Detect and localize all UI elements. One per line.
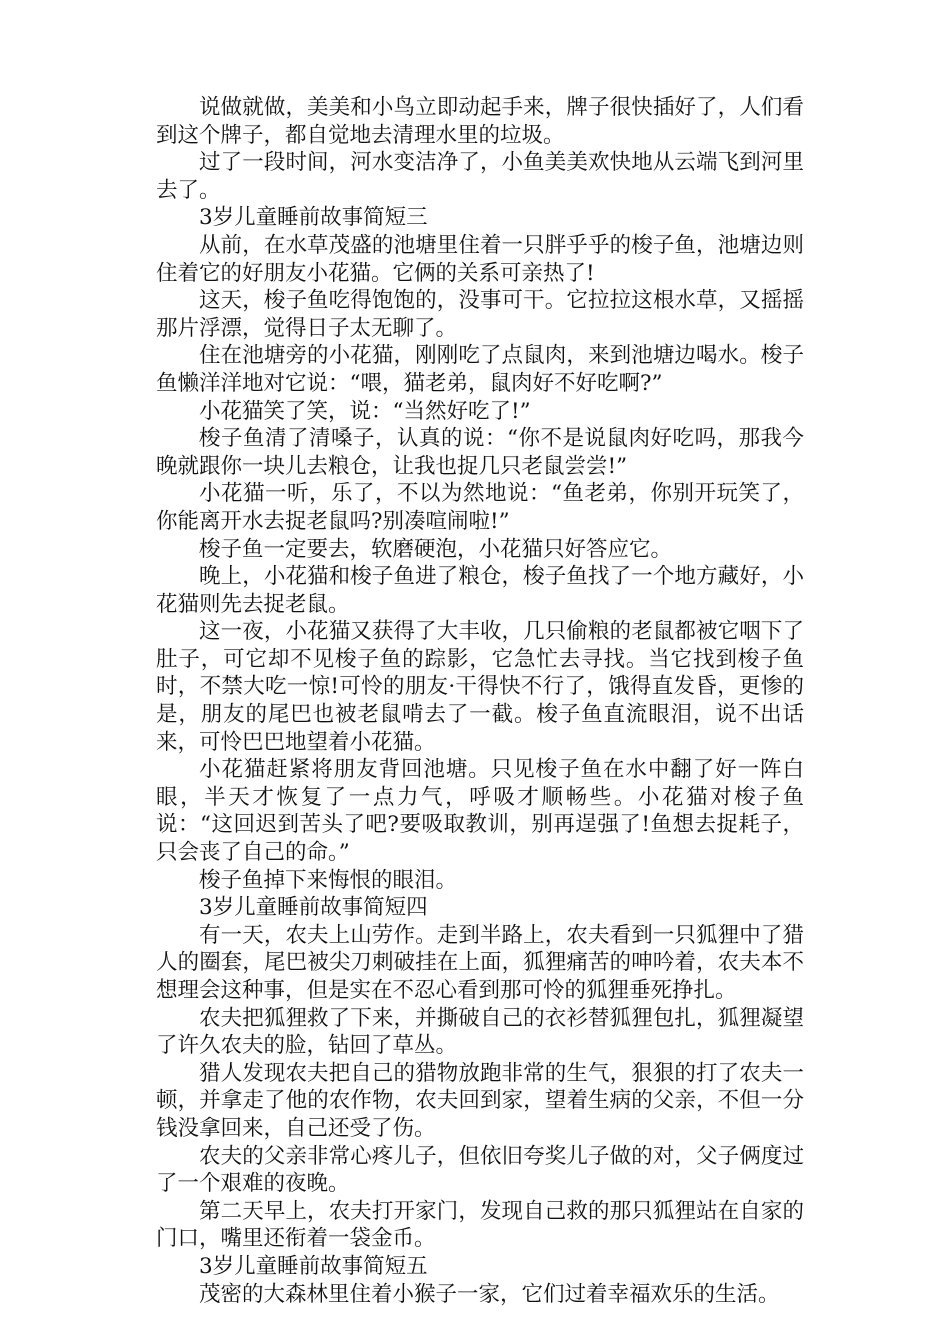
section-heading: 3岁儿童睡前故事简短三	[199, 205, 428, 231]
paragraph: 这一夜，小花猫又获得了大丰收，几只偷粮的老鼠都被它咽下了肚子，可它却不见梭子鱼的踪影，它急忙去寻找。当它找到梭子鱼时，不禁大吃一惊!可怜的朋友·干得快不行了，饿得直发昏，更惨的是，朋友的尾巴也被老鼠啃去了一截。梭子鱼直流眼泪，说不出话来，可怜巴巴地望着小花猫。	[156, 619, 804, 755]
paragraph: 猎人发现农夫把自己的猎物放跑非常的生气，狠狠的打了农夫一顿，并拿走了他的农作物，农夫回到家，望着生病的父亲，不但一分钱没拿回来，自己还受了伤。	[156, 1060, 804, 1141]
document-body	[156, 94, 804, 1308]
paragraph: 这天，梭子鱼吃得饱饱的，没事可干。它拉拉这根水草，又摇摇那片浮漂，觉得日子太无聊了。	[156, 288, 804, 341]
paragraph: 住在池塘旁的小花猫，刚刚吃了点鼠肉，来到池塘边喝水。梭子鱼懒洋洋地对它说：“喂，猫老弟，鼠肉好不好吃啊?”	[156, 343, 804, 396]
section-heading: 3岁儿童睡前故事简短四	[199, 895, 428, 921]
paragraph: 梭子鱼一定要去，软磨硬泡，小花猫只好答应它。	[199, 536, 673, 562]
paragraph: 农夫的父亲非常心疼儿子，但依旧夸奖儿子做的对，父子俩度过了一个艰难的夜晚。	[156, 1143, 804, 1197]
paragraph: 茂密的大森林里住着小猴子一家，它们过着幸福欢乐的生活。	[199, 1281, 780, 1307]
section-heading: 3岁儿童睡前故事简短五	[199, 1253, 428, 1279]
paragraph: 说做就做，美美和小鸟立即动起手来，牌子很快插好了，人们看到这个牌子，都自觉地去清理水里的垃圾。	[156, 95, 804, 148]
paragraph: 小花猫赶紧将朋友背回池塘。只见梭子鱼在水中翻了好一阵白眼，半天才恢复了一点力气，呼吸才顺畅些。小花猫对梭子鱼说：“这回迟到苦头了吧?要吸取教训，别再逞强了!鱼想去捉耗子，只会丧了自己的命。”	[156, 757, 804, 866]
paragraph: 从前，在水草茂盛的池塘里住着一只胖乎乎的梭子鱼，池塘边则住着它的好朋友小花猫。它俩的关系可亲热了!	[156, 232, 804, 286]
paragraph: 小花猫笑了笑，说：“当然好吃了!”	[199, 398, 531, 424]
paragraph: 有一天，农夫上山劳作。走到半路上，农夫看到一只狐狸中了猎人的圈套，尾巴被尖刀刺破挂在上面，狐狸痛苦的呻吟着，农夫本不想理会这种事，但是实在不忍心看到那可怜的狐狸垂死挣扎。	[156, 922, 804, 1003]
paragraph: 农夫把狐狸救了下来，并撕破自己的衣衫替狐狸包扎，狐狸凝望了许久农夫的脸，钻回了草丛。	[156, 1005, 804, 1059]
paragraph: 过了一段时间，河水变洁净了，小鱼美美欢快地从云端飞到河里去了。	[156, 150, 804, 203]
paragraph: 晚上，小花猫和梭子鱼进了粮仓，梭子鱼找了一个地方藏好，小花猫则先去捉老鼠。	[156, 564, 804, 617]
paragraph: 梭子鱼清了清嗓子，认真的说：“你不是说鼠肉好吃吗，那我今晚就跟你一块儿去粮仓，让我也捉几只老鼠尝尝!”	[156, 426, 804, 479]
paragraph: 梭子鱼掉下来悔恨的眼泪。	[199, 867, 458, 893]
paragraph: 小花猫一听，乐了，不以为然地说：“鱼老弟，你别开玩笑了，你能离开水去捉老鼠吗?别凑喧闹啦!”	[156, 481, 804, 534]
paragraph: 第二天早上，农夫打开家门，发现自己救的那只狐狸站在自家的门口，嘴里还衔着一袋金币。	[156, 1198, 804, 1252]
